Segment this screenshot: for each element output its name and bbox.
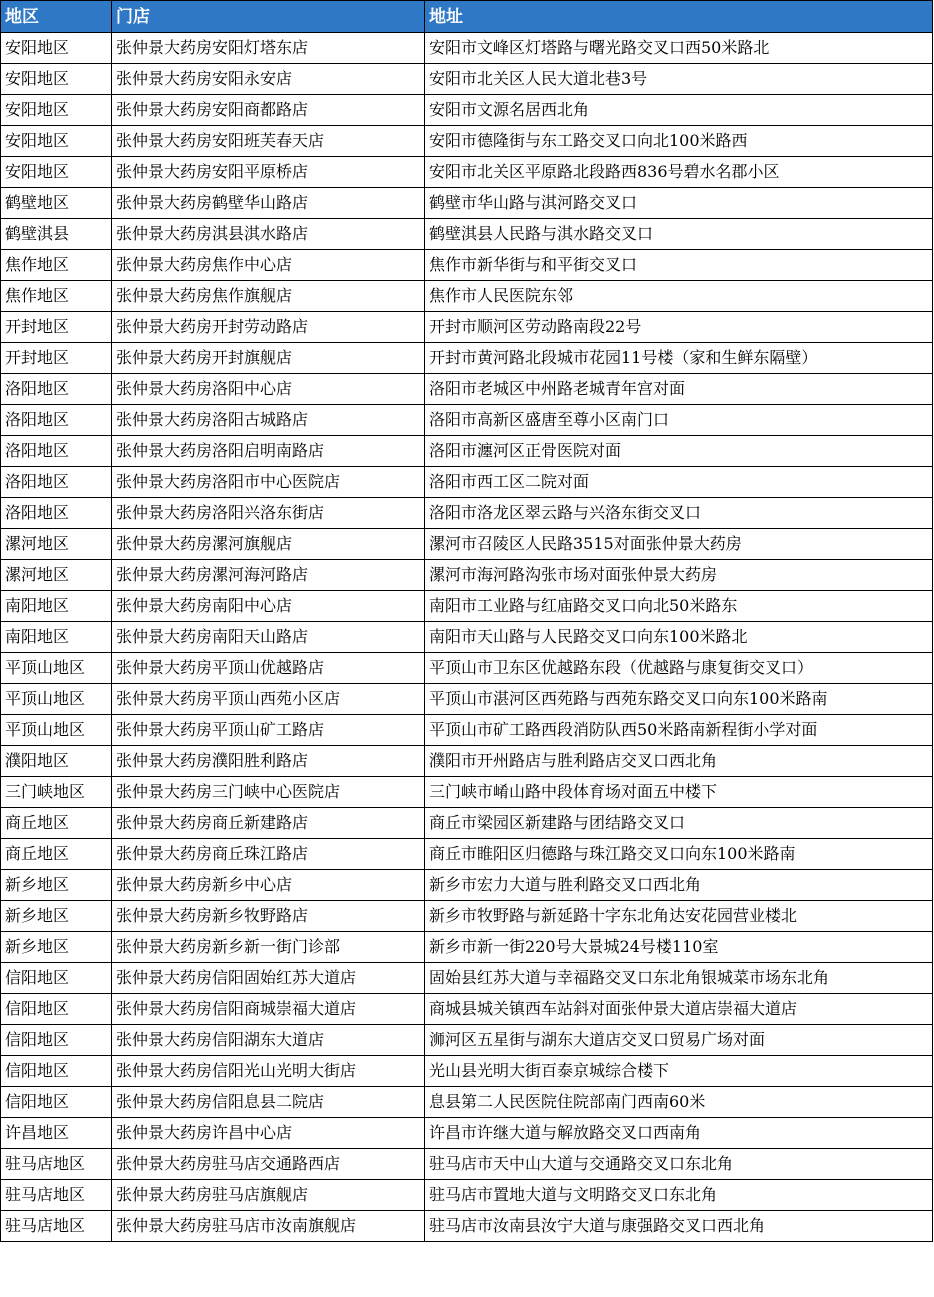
table-row bbox=[1, 219, 933, 250]
cell-address: 浉河区五星街与湖东大道店交叉口贸易广场对面 bbox=[425, 1025, 933, 1056]
cell-store: 张仲景大药房南阳中心店 bbox=[112, 591, 425, 622]
cell-store: 张仲景大药房洛阳古城路店 bbox=[112, 405, 425, 436]
cell-address: 商城县城关镇西车站斜对面张仲景大道店崇福大道店 bbox=[425, 994, 933, 1025]
cell-store: 张仲景大药房漯河旗舰店 bbox=[112, 529, 425, 560]
table-row bbox=[1, 808, 933, 839]
table-row bbox=[1, 715, 933, 746]
cell-address: 新乡市牧野路与新延路十字东北角达安花园营业楼北 bbox=[425, 901, 933, 932]
cell-store: 张仲景大药房新乡新一街门诊部 bbox=[112, 932, 425, 963]
cell-address: 驻马店市汝南县汝宁大道与康强路交叉口西北角 bbox=[425, 1211, 933, 1242]
table-row bbox=[1, 374, 933, 405]
cell-address: 平顶山市矿工路西段消防队西50米路南新程街小学对面 bbox=[425, 715, 933, 746]
cell-address: 驻马店市天中山大道与交通路交叉口东北角 bbox=[425, 1149, 933, 1180]
cell-store: 张仲景大药房驻马店旗舰店 bbox=[112, 1180, 425, 1211]
cell-address: 洛阳市洛龙区翠云路与兴洛东街交叉口 bbox=[425, 498, 933, 529]
cell-store: 张仲景大药房漯河海河路店 bbox=[112, 560, 425, 591]
cell-store: 张仲景大药房安阳班芙春天店 bbox=[112, 126, 425, 157]
cell-store: 张仲景大药房平顶山西苑小区店 bbox=[112, 684, 425, 715]
cell-region: 焦作地区 bbox=[1, 250, 112, 281]
cell-store: 张仲景大药房信阳商城崇福大道店 bbox=[112, 994, 425, 1025]
cell-store: 张仲景大药房安阳永安店 bbox=[112, 64, 425, 95]
table-row bbox=[1, 467, 933, 498]
table-row bbox=[1, 1087, 933, 1118]
cell-store: 张仲景大药房安阳商都路店 bbox=[112, 95, 425, 126]
cell-address: 商丘市睢阳区归德路与珠江路交叉口向东100米路南 bbox=[425, 839, 933, 870]
cell-address: 固始县红苏大道与幸福路交叉口东北角银城菜市场东北角 bbox=[425, 963, 933, 994]
cell-address: 漯河市召陵区人民路3515对面张仲景大药房 bbox=[425, 529, 933, 560]
cell-address: 洛阳市西工区二院对面 bbox=[425, 467, 933, 498]
cell-address: 平顶山市卫东区优越路东段（优越路与康复街交叉口） bbox=[425, 653, 933, 684]
table-row bbox=[1, 188, 933, 219]
cell-region: 平顶山地区 bbox=[1, 684, 112, 715]
table-row bbox=[1, 870, 933, 901]
table-row bbox=[1, 281, 933, 312]
cell-store: 张仲景大药房信阳光山光明大街店 bbox=[112, 1056, 425, 1087]
table-body bbox=[1, 33, 933, 1242]
header-address: 地址 bbox=[425, 1, 933, 33]
cell-region: 洛阳地区 bbox=[1, 467, 112, 498]
table-row bbox=[1, 64, 933, 95]
cell-region: 安阳地区 bbox=[1, 157, 112, 188]
cell-region: 漯河地区 bbox=[1, 560, 112, 591]
cell-store: 张仲景大药房许昌中心店 bbox=[112, 1118, 425, 1149]
table-row bbox=[1, 591, 933, 622]
cell-store: 张仲景大药房焦作旗舰店 bbox=[112, 281, 425, 312]
cell-store: 张仲景大药房南阳天山路店 bbox=[112, 622, 425, 653]
table-row bbox=[1, 653, 933, 684]
cell-region: 信阳地区 bbox=[1, 963, 112, 994]
cell-address: 鹤壁市华山路与淇河路交叉口 bbox=[425, 188, 933, 219]
table-row bbox=[1, 1056, 933, 1087]
table-row bbox=[1, 250, 933, 281]
cell-region: 南阳地区 bbox=[1, 622, 112, 653]
cell-address: 安阳市文源名居西北角 bbox=[425, 95, 933, 126]
cell-region: 洛阳地区 bbox=[1, 498, 112, 529]
table-row bbox=[1, 1118, 933, 1149]
cell-store: 张仲景大药房信阳息县二院店 bbox=[112, 1087, 425, 1118]
cell-address: 安阳市北关区平原路北段路西836号碧水名郡小区 bbox=[425, 157, 933, 188]
cell-address: 光山县光明大街百泰京城综合楼下 bbox=[425, 1056, 933, 1087]
cell-region: 商丘地区 bbox=[1, 808, 112, 839]
cell-store: 张仲景大药房鹤壁华山路店 bbox=[112, 188, 425, 219]
cell-region: 南阳地区 bbox=[1, 591, 112, 622]
cell-region: 新乡地区 bbox=[1, 932, 112, 963]
cell-region: 驻马店地区 bbox=[1, 1180, 112, 1211]
cell-address: 焦作市人民医院东邻 bbox=[425, 281, 933, 312]
cell-region: 安阳地区 bbox=[1, 95, 112, 126]
cell-address: 安阳市德隆街与东工路交叉口向北100米路西 bbox=[425, 126, 933, 157]
cell-region: 信阳地区 bbox=[1, 1056, 112, 1087]
cell-region: 三门峡地区 bbox=[1, 777, 112, 808]
header-region: 地区 bbox=[1, 1, 112, 33]
table-row bbox=[1, 95, 933, 126]
cell-store: 张仲景大药房洛阳中心店 bbox=[112, 374, 425, 405]
table-row bbox=[1, 746, 933, 777]
cell-address: 洛阳市高新区盛唐至尊小区南门口 bbox=[425, 405, 933, 436]
table-row bbox=[1, 839, 933, 870]
cell-store: 张仲景大药房洛阳市中心医院店 bbox=[112, 467, 425, 498]
cell-region: 信阳地区 bbox=[1, 994, 112, 1025]
cell-region: 驻马店地区 bbox=[1, 1211, 112, 1242]
cell-address: 驻马店市置地大道与文明路交叉口东北角 bbox=[425, 1180, 933, 1211]
table-row bbox=[1, 777, 933, 808]
cell-address: 南阳市天山路与人民路交叉口向东100米路北 bbox=[425, 622, 933, 653]
cell-region: 安阳地区 bbox=[1, 126, 112, 157]
table-row bbox=[1, 901, 933, 932]
cell-store: 张仲景大药房焦作中心店 bbox=[112, 250, 425, 281]
cell-region: 驻马店地区 bbox=[1, 1149, 112, 1180]
cell-region: 商丘地区 bbox=[1, 839, 112, 870]
cell-region: 安阳地区 bbox=[1, 33, 112, 64]
table-row bbox=[1, 157, 933, 188]
table-row bbox=[1, 994, 933, 1025]
cell-region: 安阳地区 bbox=[1, 64, 112, 95]
table-row bbox=[1, 436, 933, 467]
cell-region: 新乡地区 bbox=[1, 901, 112, 932]
cell-region: 漯河地区 bbox=[1, 529, 112, 560]
cell-address: 洛阳市老城区中州路老城青年宫对面 bbox=[425, 374, 933, 405]
cell-address: 商丘市梁园区新建路与团结路交叉口 bbox=[425, 808, 933, 839]
cell-store: 张仲景大药房濮阳胜利路店 bbox=[112, 746, 425, 777]
cell-store: 张仲景大药房商丘珠江路店 bbox=[112, 839, 425, 870]
cell-store: 张仲景大药房信阳湖东大道店 bbox=[112, 1025, 425, 1056]
cell-address: 新乡市新一街220号大景城24号楼110室 bbox=[425, 932, 933, 963]
cell-region: 信阳地区 bbox=[1, 1025, 112, 1056]
cell-address: 新乡市宏力大道与胜利路交叉口西北角 bbox=[425, 870, 933, 901]
cell-store: 张仲景大药房三门峡中心医院店 bbox=[112, 777, 425, 808]
cell-store: 张仲景大药房开封旗舰店 bbox=[112, 343, 425, 374]
table-row bbox=[1, 560, 933, 591]
cell-address: 许昌市许继大道与解放路交叉口西南角 bbox=[425, 1118, 933, 1149]
table-row bbox=[1, 312, 933, 343]
cell-address: 南阳市工业路与红庙路交叉口向北50米路东 bbox=[425, 591, 933, 622]
table-row bbox=[1, 33, 933, 64]
cell-region: 洛阳地区 bbox=[1, 436, 112, 467]
cell-address: 开封市顺河区劳动路南段22号 bbox=[425, 312, 933, 343]
cell-region: 信阳地区 bbox=[1, 1087, 112, 1118]
cell-store: 张仲景大药房洛阳启明南路店 bbox=[112, 436, 425, 467]
cell-store: 张仲景大药房商丘新建路店 bbox=[112, 808, 425, 839]
table-row bbox=[1, 1180, 933, 1211]
cell-region: 新乡地区 bbox=[1, 870, 112, 901]
table-row bbox=[1, 932, 933, 963]
cell-region: 许昌地区 bbox=[1, 1118, 112, 1149]
table-row bbox=[1, 1025, 933, 1056]
cell-region: 濮阳地区 bbox=[1, 746, 112, 777]
cell-store: 张仲景大药房开封劳动路店 bbox=[112, 312, 425, 343]
cell-store: 张仲景大药房新乡中心店 bbox=[112, 870, 425, 901]
table-row bbox=[1, 126, 933, 157]
cell-region: 洛阳地区 bbox=[1, 374, 112, 405]
table-row bbox=[1, 622, 933, 653]
table-row bbox=[1, 529, 933, 560]
cell-region: 开封地区 bbox=[1, 343, 112, 374]
cell-region: 焦作地区 bbox=[1, 281, 112, 312]
cell-store: 张仲景大药房驻马店市汝南旗舰店 bbox=[112, 1211, 425, 1242]
cell-address: 濮阳市开州路店与胜利路店交叉口西北角 bbox=[425, 746, 933, 777]
cell-address: 三门峡市崤山路中段体育场对面五中楼下 bbox=[425, 777, 933, 808]
cell-region: 鹤壁地区 bbox=[1, 188, 112, 219]
cell-store: 张仲景大药房平顶山矿工路店 bbox=[112, 715, 425, 746]
cell-region: 洛阳地区 bbox=[1, 405, 112, 436]
cell-address: 漯河市海河路沟张市场对面张仲景大药房 bbox=[425, 560, 933, 591]
header-row bbox=[1, 1, 933, 33]
cell-address: 鹤壁淇县人民路与淇水路交叉口 bbox=[425, 219, 933, 250]
cell-address: 安阳市北关区人民大道北巷3号 bbox=[425, 64, 933, 95]
table-row bbox=[1, 684, 933, 715]
table-row bbox=[1, 498, 933, 529]
cell-address: 平顶山市湛河区西苑路与西苑东路交叉口向东100米路南 bbox=[425, 684, 933, 715]
cell-store: 张仲景大药房信阳固始红苏大道店 bbox=[112, 963, 425, 994]
cell-address: 息县第二人民医院住院部南门西南60米 bbox=[425, 1087, 933, 1118]
cell-store: 张仲景大药房平顶山优越路店 bbox=[112, 653, 425, 684]
cell-address: 安阳市文峰区灯塔路与曙光路交叉口西50米路北 bbox=[425, 33, 933, 64]
cell-address: 焦作市新华街与和平街交叉口 bbox=[425, 250, 933, 281]
table-row bbox=[1, 963, 933, 994]
table-row bbox=[1, 1211, 933, 1242]
cell-address: 开封市黄河路北段城市花园11号楼（家和生鲜东隔壁） bbox=[425, 343, 933, 374]
header-store: 门店 bbox=[112, 1, 425, 33]
cell-region: 鹤壁淇县 bbox=[1, 219, 112, 250]
cell-store: 张仲景大药房驻马店交通路西店 bbox=[112, 1149, 425, 1180]
cell-store: 张仲景大药房安阳平原桥店 bbox=[112, 157, 425, 188]
table-row bbox=[1, 405, 933, 436]
cell-store: 张仲景大药房淇县淇水路店 bbox=[112, 219, 425, 250]
cell-store: 张仲景大药房洛阳兴洛东街店 bbox=[112, 498, 425, 529]
cell-store: 张仲景大药房安阳灯塔东店 bbox=[112, 33, 425, 64]
cell-region: 平顶山地区 bbox=[1, 653, 112, 684]
cell-region: 开封地区 bbox=[1, 312, 112, 343]
table-row bbox=[1, 1149, 933, 1180]
cell-store: 张仲景大药房新乡牧野路店 bbox=[112, 901, 425, 932]
cell-region: 平顶山地区 bbox=[1, 715, 112, 746]
table-row bbox=[1, 343, 933, 374]
cell-address: 洛阳市瀍河区正骨医院对面 bbox=[425, 436, 933, 467]
